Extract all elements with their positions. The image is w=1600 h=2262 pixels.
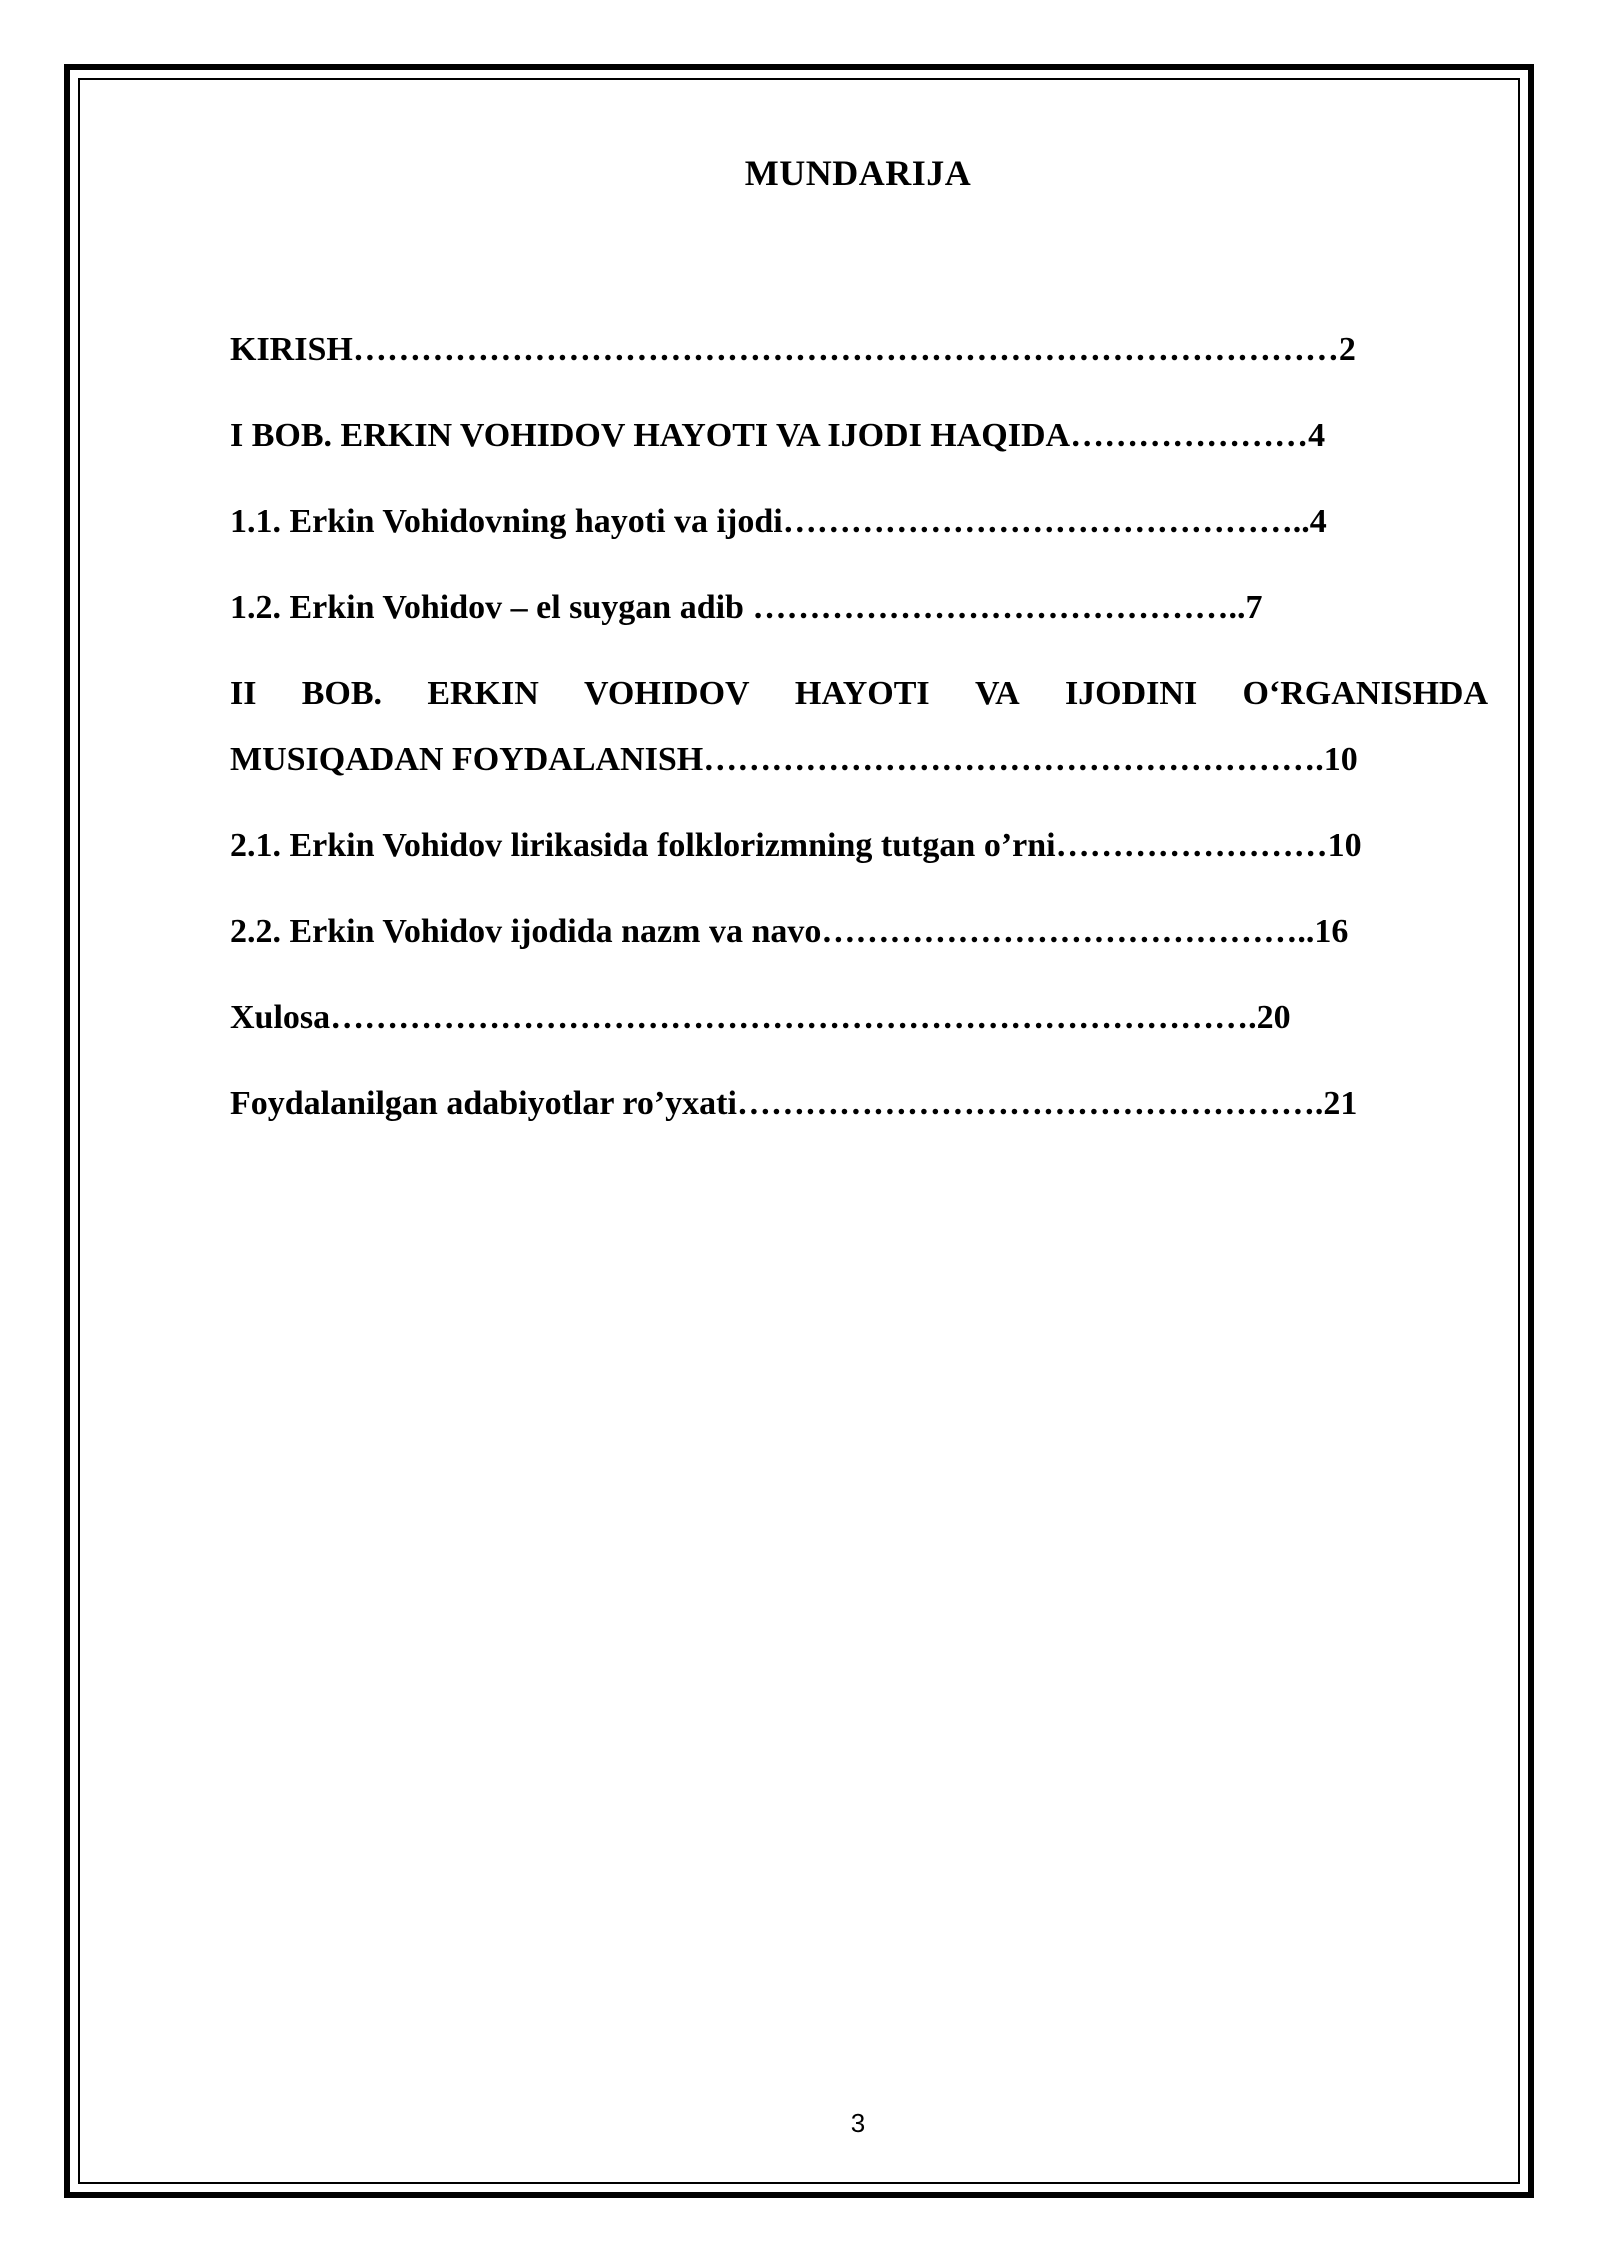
- toc-entry-leader: ……………………………………..: [752, 589, 1246, 626]
- toc-entry-label: I BOB. ERKIN VOHIDOV HAYOTI VA IJODI HAQIDA: [230, 417, 1071, 454]
- toc-entry-section-1-2[interactable]: [230, 586, 1262, 630]
- toc-word: IJODINI: [1064, 675, 1198, 712]
- toc-entry-kirish[interactable]: [230, 328, 1356, 372]
- toc-entry-section-1-1[interactable]: [230, 500, 1327, 544]
- toc-entry-leader: ………………………………………..: [782, 503, 1310, 540]
- toc-entry-label: 1.1. Erkin Vohidovning hayoti va ijodi: [230, 503, 783, 540]
- toc-entry-leader: …………………………………………….: [736, 1085, 1324, 1122]
- toc-entry-leader: ……………………………………………….: [703, 741, 1324, 778]
- document-title: MUNDARIJA: [744, 153, 972, 193]
- page-border-inner: [78, 78, 1520, 2184]
- toc-entry-label: KIRISH: [230, 331, 353, 368]
- toc-entry-references[interactable]: [230, 1082, 1357, 1126]
- toc-word: ERKIN: [427, 675, 539, 712]
- toc-entry-page: 10: [1323, 741, 1358, 778]
- toc-entry-label-line-1: [230, 672, 1488, 716]
- toc-entry-leader: …………………: [1070, 417, 1309, 454]
- toc-entry-page: 4: [1308, 417, 1326, 454]
- toc-entry-label: 2.2. Erkin Vohidov ijodida nazm va navo: [230, 913, 822, 950]
- page-number: 3: [850, 2108, 866, 2138]
- toc-entry-label: MUSIQADAN FOYDALANISH: [230, 741, 704, 778]
- toc-entry-page: 2: [1338, 331, 1356, 368]
- toc-word: VA: [974, 675, 1020, 712]
- toc-entry-leader: ……………………………………………………………………………: [352, 331, 1339, 368]
- toc-entry-leader: ……………………………………..: [821, 913, 1315, 950]
- toc-word: O‘RGANISHDA: [1242, 675, 1489, 712]
- toc-entry-leader: ……………………: [1055, 827, 1328, 864]
- toc-entry-leader: ……………………………………………………………………….: [330, 999, 1257, 1036]
- toc-entry-page: 20: [1256, 999, 1291, 1036]
- toc-entry-chapter-1[interactable]: [230, 414, 1325, 458]
- toc-word: VOHIDOV: [584, 675, 750, 712]
- toc-entry-xulosa[interactable]: [230, 996, 1291, 1040]
- toc-entry-section-2-1[interactable]: [230, 824, 1362, 868]
- toc-entry-section-2-2[interactable]: [230, 910, 1348, 954]
- toc-entry-label: Foydalanilgan adabiyotlar ro’yxati: [230, 1085, 737, 1122]
- toc-entry-page: 7: [1245, 589, 1263, 626]
- toc-entry-label: 1.2. Erkin Vohidov – el suygan adib: [230, 589, 753, 626]
- toc-entry-page: 4: [1309, 503, 1327, 540]
- toc-entry-label-line-2: [230, 738, 1358, 782]
- toc-word: HAYOTI: [794, 675, 930, 712]
- toc-entry-label: 2.1. Erkin Vohidov lirikasida folklorizmning tutgan o’rni: [230, 827, 1056, 864]
- toc-word: II: [230, 675, 257, 712]
- toc-entry-page: 21: [1323, 1085, 1358, 1122]
- toc-entry-label: Xulosa: [230, 999, 331, 1036]
- toc-entry-page: 16: [1314, 913, 1349, 950]
- toc-entry-page: 10: [1327, 827, 1362, 864]
- toc-word: BOB.: [301, 675, 383, 712]
